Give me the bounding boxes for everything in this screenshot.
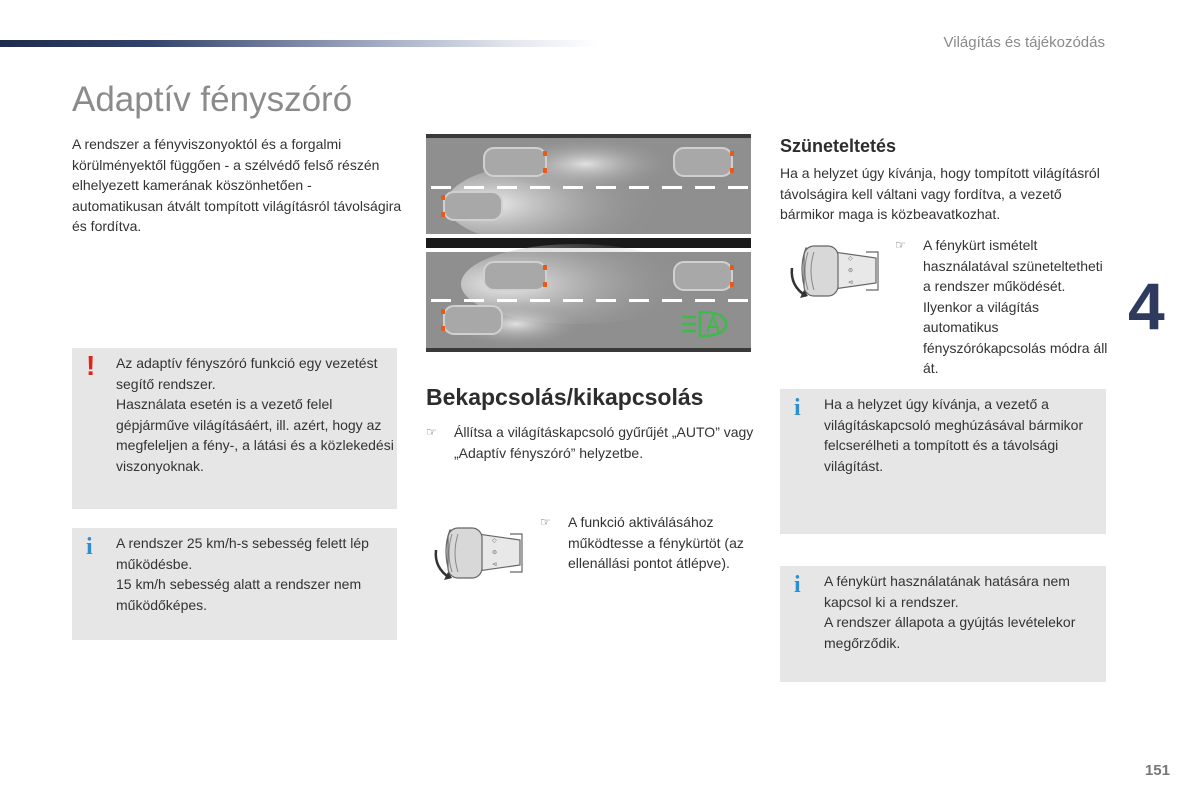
adaptive-headlight-illustration	[426, 134, 751, 354]
svg-text:⊲: ⊲	[848, 280, 854, 286]
svg-text:⊜: ⊜	[848, 268, 854, 274]
svg-text:◇: ◇	[492, 538, 497, 544]
info-icon: i	[794, 572, 801, 598]
info-box-right-1	[780, 389, 1106, 534]
info-icon: i	[86, 534, 93, 560]
szuneteltetes-text: Ha a helyzet úgy kívánja, hogy tompított világításról távolságira kell váltani vagy fordítva, a vezető bármikor maga is közbeavatkozhat.	[780, 165, 1100, 222]
hand-pointer-icon: ☞	[540, 515, 551, 529]
bekapcsolas-heading: Bekapcsolás/kikapcsolás	[426, 384, 704, 410]
info-box-left	[72, 528, 397, 640]
hand-pointer-icon: ☞	[895, 238, 906, 252]
page-number: 151	[1144, 762, 1170, 779]
section-title: Világítás és tájékozódás	[943, 34, 1105, 51]
header-bar	[0, 40, 600, 47]
info-text-right-2: A fénykürt használatának hatására nem kapcsol ki a rendszer. A rendszer állapota a gyújtás levételekor megőrződik.	[824, 573, 1076, 651]
szuneteltetes-bullet-text: A fénykürt ismételt használatával szüneteltetheti a rendszer működését. Ilyenkor a világítás automatikus fényszórókapcsolás módra áll át.	[923, 237, 1108, 376]
bekapcsolas-bullet-1	[426, 422, 761, 463]
svg-text:⊲: ⊲	[492, 562, 498, 568]
light-switch-stalk-illustration	[430, 520, 530, 590]
info-box-right-2	[780, 566, 1106, 682]
svg-text:◇: ◇	[848, 256, 853, 262]
light-switch-stalk-illustration	[786, 238, 886, 308]
svg-text:⊜: ⊜	[492, 550, 498, 556]
info-text-left: A rendszer 25 km/h-s sebesség felett lép működésbe. 15 km/h sebesség alatt a rendszer nem működőképes.	[116, 535, 369, 613]
bekapcsolas-bullet-2	[540, 512, 770, 574]
warning-box	[72, 348, 397, 509]
warning-icon: !	[86, 350, 96, 381]
info-text-right-1: Ha a helyzet úgy kívánja, a vezető a világításkapcsoló meghúzásával bármikor felcserélheti a tompított és a távolsági világítást.	[824, 396, 1084, 474]
szuneteltetes-heading: Szüneteltetés	[780, 136, 897, 156]
bekapcsolas-bullet-2-text: A funkció aktiválásához működtesse a fénykürtöt (az ellenállási pontot átlépve).	[568, 514, 744, 571]
info-icon: i	[794, 395, 801, 421]
chapter-number: 4	[1128, 269, 1165, 343]
hand-pointer-icon: ☞	[426, 425, 437, 439]
szuneteltetes-bullet	[895, 235, 1110, 379]
bekapcsolas-bullet-1-text: Állítsa a világításkapcsoló gyűrűjét „AUTO” vagy „Adaptív fényszóró” helyzetbe.	[454, 424, 754, 461]
warning-text: Az adaptív fényszóró funkció egy vezetést segítő rendszer. Használata esetén is a vezető felel gépjárműve világításáért, ill. azért, hogy az megfeleljen a fény-, a látási és a közlekedési viszonyoknak.	[116, 355, 394, 474]
page-title: Adaptív fényszóró	[72, 80, 353, 119]
intro-paragraph: A rendszer a fényviszonyoktól és a forgalmi körülményektől függően - a szélvédő felső részén elhelyezett kamerának köszönhetően - automatikusan átvált tompított világításról távolságira és fordítva.	[72, 136, 402, 234]
